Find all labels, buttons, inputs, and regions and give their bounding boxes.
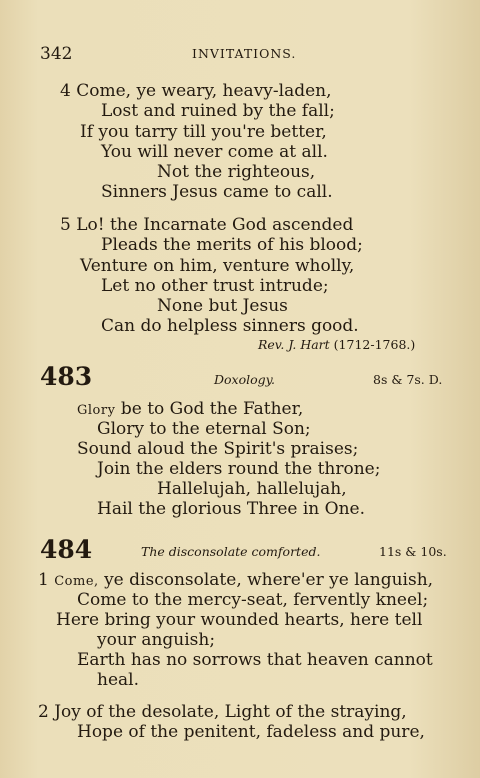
hymn-author bbox=[258, 337, 415, 353]
verse-line: heal. bbox=[97, 670, 139, 690]
verse-line: Earth has no sorrows that heaven cannot bbox=[77, 650, 433, 670]
small-caps-first-word: Come, bbox=[54, 574, 99, 589]
small-caps-first-word: Glory bbox=[77, 403, 116, 418]
verse-line-rest: ye disconsolate, where'er ye languish, bbox=[98, 570, 434, 590]
verse-line: 5 Lo! the Incarnate God ascended bbox=[60, 215, 354, 235]
verse-line: Come to the mercy-seat, fervently kneel; bbox=[77, 590, 429, 610]
verse-line: your anguish; bbox=[97, 630, 216, 650]
verse-line: You will never come at all. bbox=[101, 142, 328, 162]
verse-number: 1 bbox=[38, 570, 49, 590]
verse-line: Hallelujah, hallelujah, bbox=[157, 479, 347, 499]
page-number: 342 bbox=[40, 44, 73, 64]
verse-line: Can do helpless sinners good. bbox=[101, 316, 359, 336]
verse-line: Lost and ruined by the fall; bbox=[101, 101, 335, 121]
verse-line: Glory to the eternal Son; bbox=[97, 419, 311, 439]
verse-line: Hail the glorious Three in One. bbox=[97, 499, 365, 519]
running-header: INVITATIONS. bbox=[192, 46, 297, 61]
verse-line: Venture on him, venture wholly, bbox=[80, 256, 355, 276]
verse-line: Sinners Jesus came to call. bbox=[101, 182, 333, 202]
verse-line: None but Jesus bbox=[157, 296, 288, 316]
verse-line: Sound aloud the Spirit's praises; bbox=[77, 439, 359, 459]
verse-line: Join the elders round the throne; bbox=[97, 459, 381, 479]
verse-line bbox=[38, 570, 433, 592]
hymn-meter: 8s & 7s. D. bbox=[373, 372, 443, 387]
hymn-number: 484 bbox=[40, 535, 93, 564]
verse-line: 2 Joy of the desolate, Light of the straying, bbox=[38, 702, 407, 722]
verse-line: Pleads the merits of his blood; bbox=[101, 235, 363, 255]
verse-line bbox=[77, 399, 303, 421]
verse-line: Here bring your wounded hearts, here tell bbox=[56, 610, 423, 630]
author-dates: (1712-1768.) bbox=[333, 337, 416, 352]
hymn-title: Doxology. bbox=[214, 372, 276, 387]
verse-line: If you tarry till you're better, bbox=[80, 122, 327, 142]
verse-line-rest: be to God the Father, bbox=[115, 399, 304, 419]
author-name: Rev. J. Hart bbox=[258, 337, 330, 352]
verse-line: Not the righteous, bbox=[157, 162, 316, 182]
hymn-meter: 11s & 10s. bbox=[379, 544, 447, 559]
verse-line: 4 Come, ye weary, heavy-laden, bbox=[60, 81, 332, 101]
hymn-title: The disconsolate comforted. bbox=[141, 544, 321, 559]
hymn-number: 483 bbox=[40, 362, 93, 391]
verse-line: Let no other trust intrude; bbox=[101, 276, 329, 296]
verse-line: Hope of the penitent, fadeless and pure, bbox=[77, 722, 425, 742]
